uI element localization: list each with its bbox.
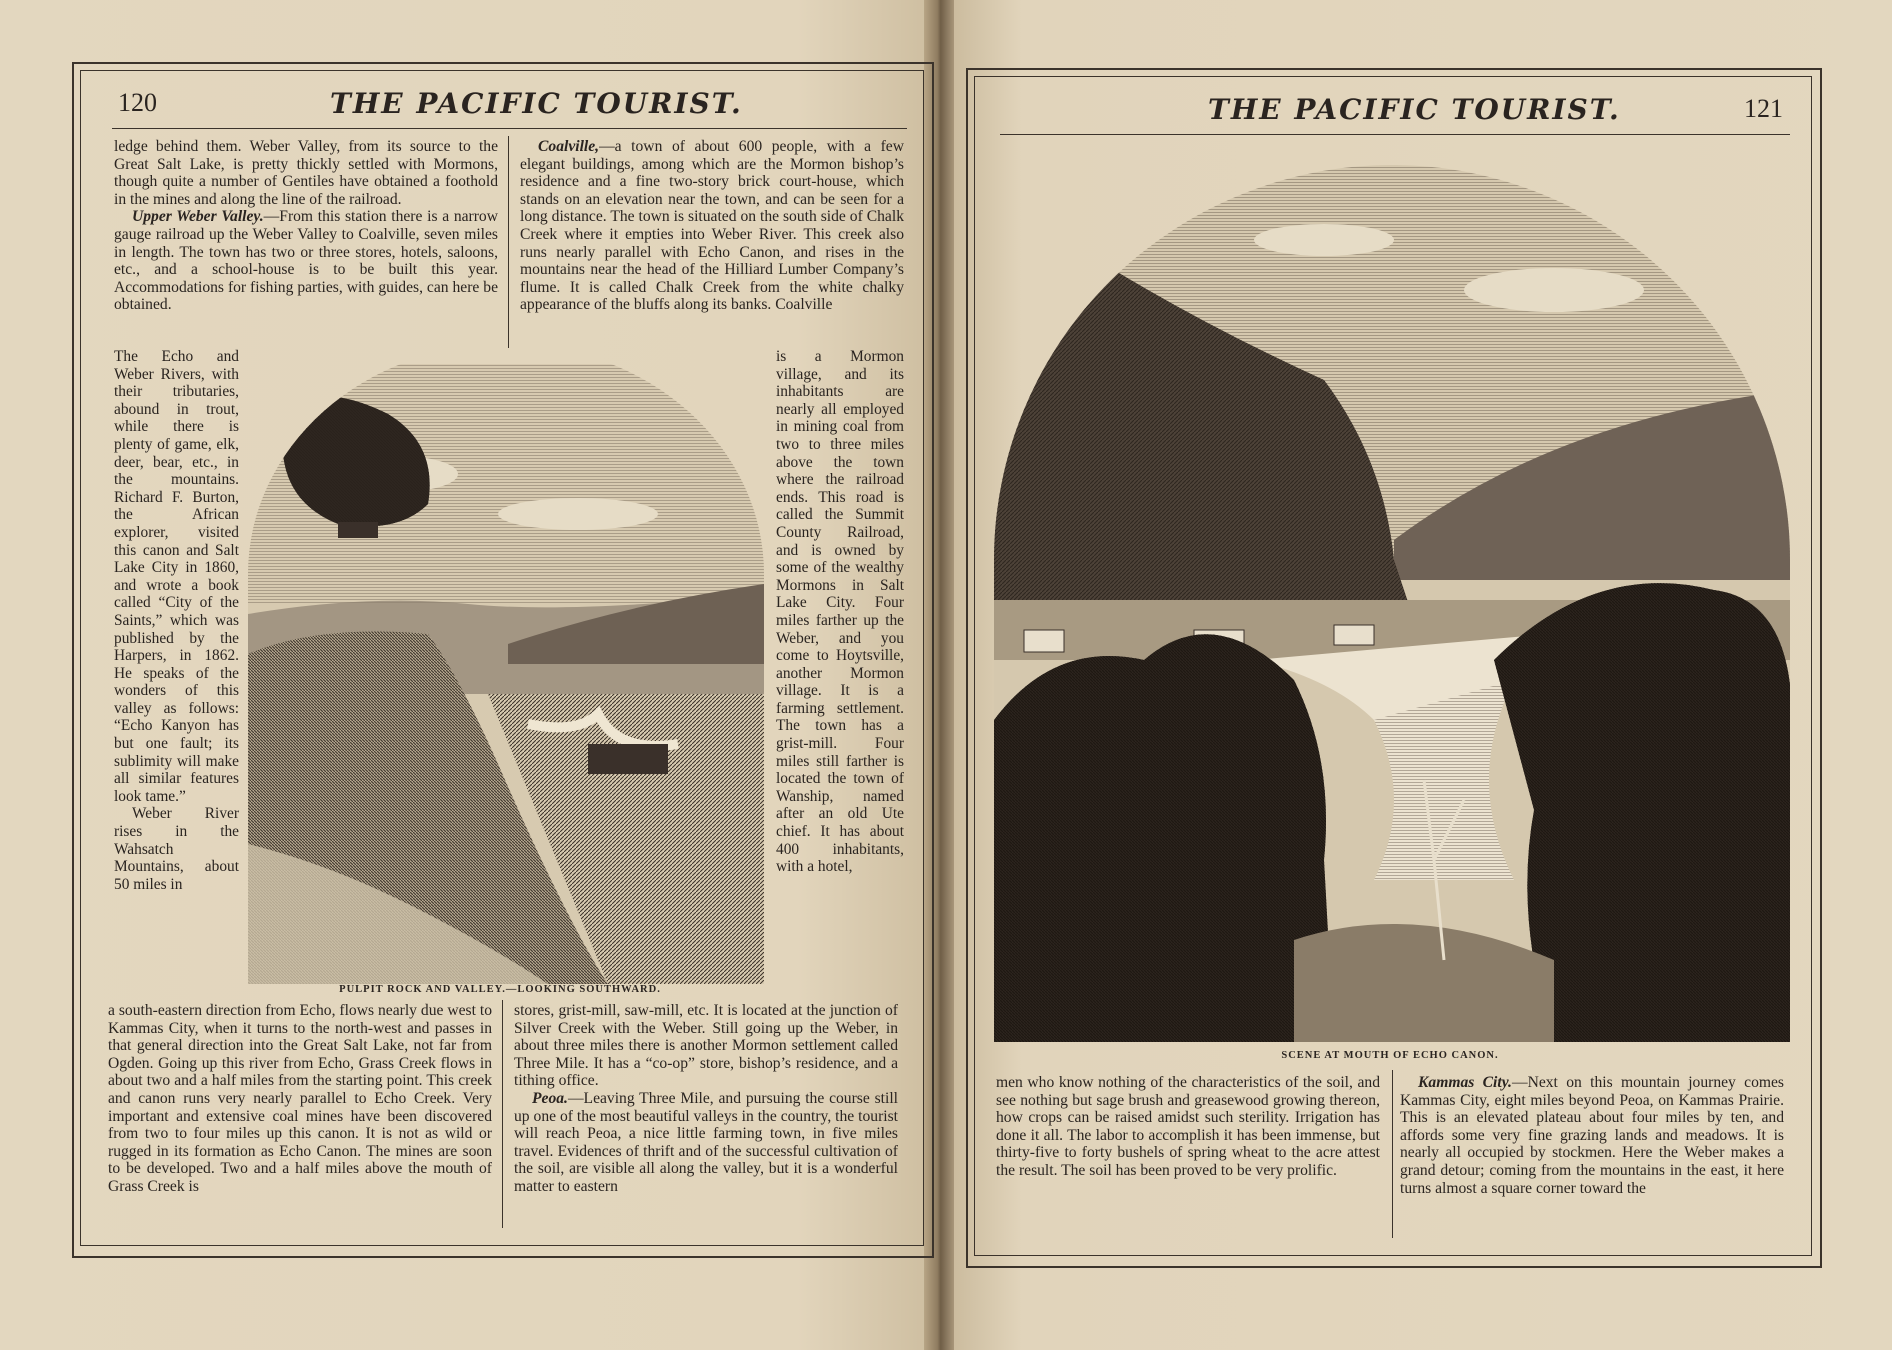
right-column-rule (1392, 1070, 1393, 1238)
right-page-number: 121 (1744, 94, 1783, 123)
paragraph: stores, grist-mill, saw-mill, etc. It is located at the junction of Silver Creek with the Weber. Still going up the Weber, in about three miles there is another Mormon settlement called Three Mile. It has a “co-op” store, bishop’s residence, and a tithing office. (514, 1002, 898, 1090)
paragraph: is a Mormon village, and its inhabitants are nearly all employed in mining coal from two to three miles above the town where the railroad ends. This road is called the Summit County Railroad, and is owned by some of the wealthy Mormons in Salt Lake City. Four miles farther up the Weber, and you come to Hoytsville, another Mormon village. It is a farming settlement. The town has a grist-mill. Four miles still farther is located the town of Wanship, named after an old Ute chief. It has about 400 inhabitants, with a hotel, (776, 348, 904, 876)
right-col1-text (996, 1074, 1380, 1180)
left-col2-top-text (520, 138, 904, 314)
left-running-head: THE PACIFIC TOURIST. (330, 87, 743, 120)
left-col2-bottom-text (514, 1002, 898, 1196)
section-heading: Peoa. (532, 1089, 568, 1107)
left-col1-top-text (114, 138, 498, 314)
left-col2-narrow-text (776, 348, 904, 876)
paragraph: Upper Weber Valley.—From this station there is a narrow gauge railroad up the Weber Valley to Coalville, seven miles in length. The town has two or three stores, hotels, saloons, etc., and a school-house is to be built this year. Accommodations for fishing parties, with guides, can here be obtained. (114, 208, 498, 314)
section-heading: Upper Weber Valley. (132, 208, 264, 226)
paragraph: Coalville,—a town of about 600 people, with a few elegant buildings, among which are the Mormon bishop’s residence and a fine two-story brick court-house, which stands on an elevation near the town, and can be seen for a long distance. The town is situated on the south side of Chalk Creek where it empties into Weber River. This creek also runs nearly parallel with Echo Canon, and rises in the mountains near the head of the Hilliard Lumber Company’s flume. It is called Chalk Creek from the white chalky appearance of the bluffs along its banks. Coalville (520, 138, 904, 314)
left-page-number: 120 (118, 88, 157, 117)
section-heading: Coalville, (538, 138, 600, 155)
paragraph: Peoa.—Leaving Three Mile, and pursuing the course still up one of the most beautiful valleys in the country, the tourist will reach Peoa, a nice little farming town, in five miles travel. Evidences of thrift and of the successful cultivation of the soil, are visible all along the valley, but it is a wonderful matter to eastern (514, 1089, 898, 1195)
echo-canon-caption: SCENE AT MOUTH OF ECHO CANON. (1281, 1050, 1499, 1061)
pulpit-rock-caption: PULPIT ROCK AND VALLEY.—LOOKING SOUTHWARD. (339, 984, 661, 995)
paragraph: Kammas City.—Next on this mountain journey comes Kammas City, eight miles beyond Peoa, on Kammas Prairie. This is an elevated plateau about four miles by ten, and affords some very fine grazing lands and meadows. It is nearly all occupied by stockmen. Here the Weber makes a grand detour; coming from the mountains in the east, it here turns almost a square corner toward the (1400, 1074, 1785, 1197)
paragraph: a south-eastern direction from Echo, flows nearly due west to Kammas City, when it turns to the north-west and passes in that general direction into the Great Salt Lake, not far from Ogden. Going up this river from Echo, Grass Creek flows in about two and a half miles from the starting point. This creek and canon runs very nearly parallel to Echo Creek. Very important and extensive coal mines have been discovered from two to four miles up this canon. It is not as wild or rugged in its formation as Echo Canon. The mines are soon to be developed. Two and a half miles above the mouth of Grass Creek is (108, 1002, 492, 1195)
paragraph: Weber River rises in the Wahsatch Mountains, about 50 miles in (114, 805, 239, 893)
paragraph: The Echo and Weber Rivers, with their tributaries, abound in trout, while there is plenty of game, elk, deer, bear, etc., in the mountains. Richard F. Burton, the African explorer, visited this canon and Salt Lake City in 1860, and wrote a book called “City of the Saints,” which was published by the Harpers, in 1862. He speaks of the wonders of this valley as follows: “Echo Kanyon has but one fault; its sublimity will make all similar features look tame.” (114, 348, 239, 805)
left-column-rule-bottom (502, 1000, 503, 1228)
right-col2-text (1400, 1074, 1784, 1197)
left-column-rule-top (508, 136, 509, 348)
pulpit-rock-engraving (248, 364, 764, 984)
left-head-rule (112, 128, 907, 129)
paragraph: ledge behind them. Weber Valley, from its source to the Great Salt Lake, is pretty thickly settled with Mormons, though quite a number of Gentiles have obtained a foothold in the mines and along the line of the railroad. (114, 138, 498, 208)
left-col1-bottom-text (108, 1002, 492, 1196)
right-head-rule (1000, 134, 1790, 135)
right-running-head: THE PACIFIC TOURIST. (1208, 93, 1621, 126)
left-col1-narrow-text (114, 348, 239, 893)
section-heading: Kammas City. (1418, 1074, 1512, 1091)
paragraph: men who know nothing of the characteristics of the soil, and see nothing but sage brush and greasewood growing thereon, how crops can be raised amidst such sterility. Irrigation has done it all. The labor to accomplish it has been immense, but thirty-five to forty bushels of spring wheat to the acre attest the result. The soil has been proved to be very prolific. (996, 1074, 1380, 1179)
echo-canon-engraving (994, 160, 1792, 1042)
